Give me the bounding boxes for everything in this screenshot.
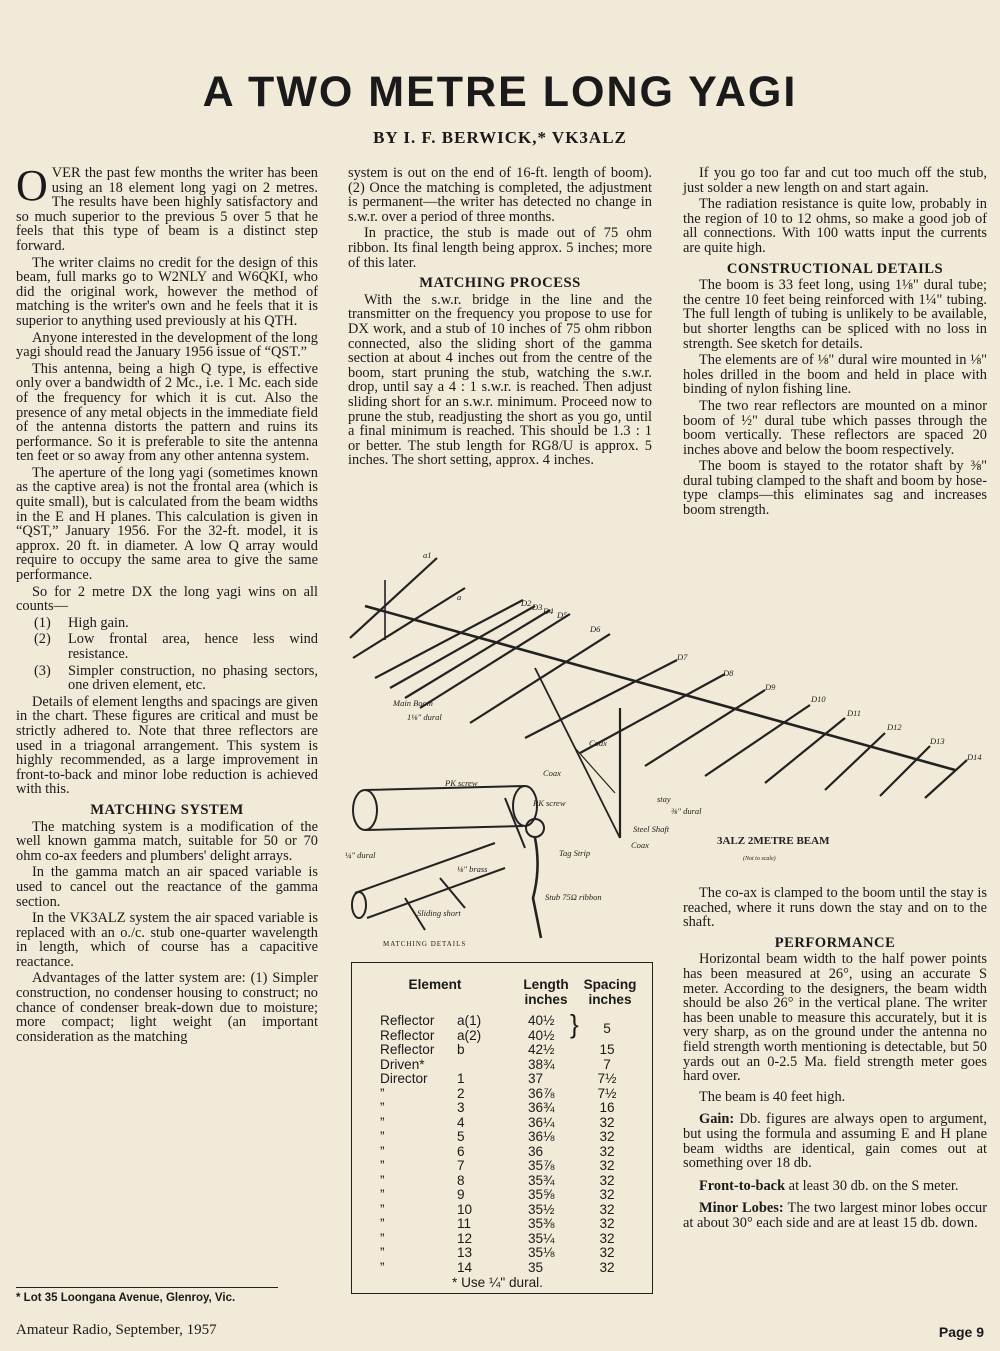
table-cell: 12 (457, 1230, 473, 1246)
element-table (351, 962, 653, 1294)
table-cell: ” (380, 1187, 385, 1202)
article-title: A TWO METRE LONG YAGI (202, 68, 798, 116)
paragraph: Minor Lobes: The two largest minor lobes occur at about 30° each side and are at least 15 db. down. (683, 1200, 987, 1231)
table-row (352, 1245, 652, 1260)
drop-cap: O (16, 161, 48, 210)
table-cell: a(2) (457, 1027, 482, 1043)
paragraph: The elements are of ⅛" dural wire mounted in ⅛" holes drilled in the boom and held in place with binding of nylon fishing line. (683, 352, 987, 398)
list-item: (3) Simpler construction, no phasing sectors, one driven element, etc. (34, 662, 318, 694)
table-cell: 14 (457, 1259, 473, 1275)
paragraph: If you go too far and cut too much off the stub, just solder a new length on and start again. (683, 165, 987, 196)
label-d3: D3 (532, 602, 543, 612)
table-cell: 32 (599, 1230, 615, 1246)
paragraph: With the s.w.r. bridge in the line and the transmitter on the frequency you propose to use for DX work, and a stub of 10 inches of 75 ohm ribbon connected, also the sliding short of the gamma section at about 4 inches out from the centre of the boom, start pruning the stub, watching the s.w.r. drop, until say a 4 : 1 s.w.r. is reached. Then adjust sliding short for an s.w.r. minimum. Proceed now to prune the stub, readjusting the short as you go, until a final minimum is reached. This should be 1.3 : 1 or better. The stub length for RG8/U is approx. 5 inches. The short setting, approx. 4 inches. (348, 291, 652, 469)
paragraph: The radiation resistance is quite low, probably in the region of 10 to 12 ohms, so make a good job of all connections. With 100 watts input the currents are quite high. (683, 196, 987, 256)
table-note: * Use ¼" dural. (452, 1275, 543, 1290)
label-d6: D6 (590, 624, 601, 634)
paragraph: Details of element lengths and spacings are given in the chart. These figures are critical and must be strictly adhered to. Note that three reflectors are used in a triagonal arrangement. This system is highly recommended, as a large improvement in front-to-back and minor lobe reduction is achieved with this. (16, 693, 318, 798)
table-cell: ” (380, 1201, 385, 1217)
label-coax: Coax (543, 768, 561, 778)
table-cell: 32 (599, 1172, 615, 1188)
table-cell: b (457, 1042, 465, 1057)
table-row (352, 1042, 652, 1057)
table-cell: ” (380, 1158, 385, 1173)
section-heading: CONSTRUCTIONAL DETAILS (726, 260, 944, 277)
table-cell: 3 (457, 1100, 465, 1115)
label-d11: D11 (847, 708, 862, 718)
paragraph: In the gamma match an air spaced variable is used to cancel out the reactance of the gamma section. (16, 864, 318, 910)
paragraph: The co-ax is clamped to the boom until the stay is reached, where it runs down the stay and on to the shaft. (683, 885, 987, 931)
table-row (352, 1260, 652, 1275)
label-d9: D9 (765, 682, 776, 692)
table-row (352, 1115, 652, 1130)
table-cell: 36 (528, 1143, 544, 1159)
label-d8: D8 (723, 668, 734, 678)
table-cell: ” (380, 1172, 385, 1188)
table-cell: Reflector (380, 1027, 435, 1043)
table-cell: ” (380, 1143, 385, 1159)
label-d4: D4 (543, 606, 554, 616)
page-number: Page 9 (938, 1324, 984, 1340)
table-cell: 4 (457, 1114, 465, 1130)
table-cell: 40½ (528, 1013, 555, 1028)
label-beam-title: 3ALZ 2METRE BEAM (717, 835, 830, 847)
table-cell: 35⅜ (528, 1216, 555, 1231)
table-cell: 35⅞ (528, 1158, 555, 1173)
table-cell: 32 (599, 1158, 615, 1173)
paragraph: The matching system is a modification of the well known gamma match, suitable for 50 or 70 ohm co-ax feeders and plumbers' delight arrays. (16, 818, 318, 864)
table-cell: 8 (457, 1172, 465, 1188)
byline: BY I. F. BERWICK,* VK3ALZ (373, 128, 627, 147)
table-cell: 32 (599, 1187, 615, 1202)
paragraph: The boom is 33 feet long, using 1⅛" dural tube; the centre 10 feet being reinforced with 1¼" tubing. The full length of tubing is unlikely to be available, but shorter lengths can be spliced with no loss in strength. See sketch for details. (683, 277, 987, 352)
table-row (352, 1216, 652, 1231)
paragraph: Front-to-back at least 30 db. on the S meter. (699, 1177, 959, 1194)
table-cell: 37 (528, 1071, 544, 1086)
table-row (352, 1202, 652, 1217)
table-cell: 32 (599, 1259, 615, 1275)
table-cell: 7½ (597, 1071, 617, 1086)
list-item: (1) High gain. (34, 614, 129, 631)
diagram-labels (345, 550, 982, 948)
paragraph: Horizontal beam width to the half power points has been measured at 26°, using an accurate S meter. According to the designers, the beam width should be also 26° in the vertical plane. The writer has been unable to measure this accurately, but it is very sharp, as on the ground under the antenna no field strength worth mentioning is detectable, but 50 yards out an 0-2.5 Ma. field strength meter goes hard over. (683, 951, 987, 1085)
table-cell: 11 (457, 1216, 472, 1231)
label-not-to-scale: (Not to scale) (743, 856, 776, 862)
table-cell: 32 (599, 1216, 615, 1231)
table-cell: 32 (599, 1143, 615, 1159)
label-eighth-brass: ⅛" brass (457, 864, 488, 874)
table-cell: Director (380, 1071, 428, 1086)
table-row (352, 1144, 652, 1159)
table-row (352, 1057, 652, 1072)
label-stay-size: ⅜" dural (671, 806, 702, 816)
label-quarter-dural: ¼" dural (345, 850, 376, 860)
table-cell: ” (380, 1085, 385, 1101)
paragraph: Gain: Db. figures are always open to argument, but using the formula and assuming E and H plane beam widths are identical, gain comes out at something over 18 db. (683, 1111, 987, 1172)
table-cell: 35⅛ (528, 1245, 555, 1260)
table-cell: 32 (599, 1201, 615, 1217)
table-cell: 13 (457, 1245, 473, 1260)
table-cell: ” (380, 1230, 385, 1246)
table-row (352, 1187, 652, 1202)
label-a1: a1 (423, 550, 432, 560)
label-tag-strip: Tag Strip (559, 848, 591, 858)
table-cell: 10 (457, 1201, 473, 1217)
label-coax3: Coax (631, 840, 649, 850)
table-cell: 15 (599, 1042, 615, 1057)
label-d14: D14 (967, 752, 982, 762)
label-coax2: Coax (589, 738, 607, 748)
table-cell: 2 (457, 1085, 465, 1101)
column-header: Spacing inches (583, 977, 637, 1007)
paragraph: This antenna, being a high Q type, is effective only over a bandwidth of 2 Mc., i.e. 1 Mc. each side of the frequency for which it is cut. Also the presence of any metal objects in the immediate field of the antenna distorts the pattern and ruins its performance. So it is preferable to site the antenna ten feet or so away from any other antenna system. (16, 360, 318, 465)
label-stub: Stub 75Ω ribbon (545, 892, 602, 902)
column-2 (348, 166, 652, 470)
label-main-boom-size: 1⅛" dural (407, 712, 442, 722)
table-cell: 36¾ (528, 1100, 555, 1115)
table-cell: 36⅛ (528, 1129, 555, 1144)
table-cell: 35¾ (528, 1172, 555, 1188)
paragraph: Anyone interested in the development of the long yagi should read the January 1956 issue of “QST.” (16, 329, 318, 361)
table-row (352, 1086, 652, 1101)
table-cell: 32 (599, 1129, 615, 1144)
label-d2: D2 (521, 598, 532, 608)
label-d5: D5 (557, 610, 568, 620)
label-d13: D13 (930, 736, 945, 746)
label-pk-screw2: PK screw (533, 798, 566, 808)
table-row (352, 1231, 652, 1246)
table-cell: Reflector (380, 1042, 435, 1057)
publication-footer: Amateur Radio, September, 1957 (16, 1322, 217, 1338)
table-cell: ” (380, 1129, 385, 1144)
column-3 (683, 166, 987, 520)
table-cell: 7 (457, 1158, 465, 1173)
table-cell: 5 (603, 1020, 611, 1036)
table-cell: 7½ (597, 1085, 617, 1101)
label-a: a (457, 592, 462, 602)
paragraph: The writer claims no credit for the design of this beam, full marks go to W2NLY and W6QKI, who did the original work, however the method of matching is the writer's own and he feels that it is superior to anything used previously at his QTH. (16, 254, 318, 329)
table-cell: ” (380, 1114, 385, 1130)
label-main-boom: Main Boom (393, 698, 433, 708)
label-matching-details: MATCHING DETAILS (383, 940, 467, 948)
table-row (352, 1158, 652, 1173)
paragraph: OVER the past few months the writer has been using an 18 element long yagi on 2 metres. The results have been highly satisfactory and so much superior to the previous 5 over 5 that he feels that this type of beam is a distinct step forward. (16, 161, 318, 254)
section-heading: MATCHING SYSTEM (90, 801, 244, 818)
table-cell: 6 (457, 1143, 465, 1159)
paragraph: The beam is 40 feet high. (699, 1088, 846, 1105)
table-cell: 35⅝ (528, 1187, 555, 1202)
section-heading: MATCHING PROCESS (419, 275, 581, 292)
table-cell: Reflector (380, 1013, 435, 1028)
label-stay: stay (657, 794, 671, 804)
paragraph: In practice, the stub is made out of 75 ohm ribbon. Its final length being approx. 5 inches; more of this later. (348, 225, 652, 271)
table-row (352, 1071, 652, 1086)
column-1 (16, 161, 318, 1046)
table-cell: 32 (599, 1245, 615, 1260)
table-cell: 35½ (528, 1201, 555, 1217)
table-cell: ” (380, 1216, 385, 1231)
table-cell: 36¼ (528, 1114, 555, 1130)
label-steel-shaft: Steel Shaft (633, 824, 670, 834)
table-cell: 16 (599, 1100, 615, 1115)
table-cell: 1 (457, 1071, 465, 1086)
table-row (352, 1129, 652, 1144)
table-row (352, 1173, 652, 1188)
table-row (352, 1100, 652, 1115)
table-cell: 7 (603, 1056, 611, 1072)
table-cell: ” (380, 1259, 385, 1275)
table-cell: Driven* (380, 1056, 425, 1072)
table-cell: 35¼ (528, 1230, 555, 1246)
table-cell: 40½ (528, 1027, 555, 1043)
table-cell: 42½ (528, 1042, 555, 1057)
label-d7: D7 (677, 652, 688, 662)
paragraph: The two rear reflectors are mounted on a minor boom of ½" dural tube which passes through the boom vertically. These reflectors are spaced 20 inches above and below the boom respectively. (683, 397, 987, 458)
paragraph: Advantages of the latter system are: (1) Simpler construction, no condenser housing to construct; no chance of condenser break-down due to moisture; more compact; light weight (an important consideration as the matching (16, 970, 318, 1045)
paragraph: So for 2 metre DX the long yagi wins on all counts— (16, 583, 318, 615)
label-d10: D10 (811, 694, 826, 704)
table-cell: 9 (457, 1187, 465, 1202)
paragraph: The boom is stayed to the rotator shaft by ⅜" dural tubing clamped to the shaft and boom by hose-type clamps—this eliminates sag and increases boom strength. (683, 458, 987, 519)
footnote: * Lot 35 Loongana Avenue, Glenroy, Vic. (16, 1292, 236, 1304)
table-cell: 32 (599, 1114, 615, 1130)
paragraph: The aperture of the long yagi (sometimes known as the captive area) is not the frontal area (which is quite small), but is calculated from the beam widths in the E and H planes. This calculation is given in “QST,” January 1956. For the 32-ft. model, it is approx. 20 ft. in diameter. A low Q array would require to occupy the same area to give the same performance. (16, 464, 318, 584)
advantages-list (16, 616, 318, 693)
table-cell: 5 (457, 1129, 465, 1144)
table-cell: ” (380, 1245, 385, 1260)
section-heading: PERFORMANCE (774, 934, 896, 951)
table-cell: ” (380, 1100, 385, 1115)
table-cell: 36⅞ (528, 1085, 555, 1101)
table-cell: 35 (528, 1259, 544, 1275)
table-cell: 38¾ (528, 1056, 555, 1072)
label-sliding-short: Sliding short (417, 908, 461, 918)
paragraph: system is out on the end of 16-ft. length of boom). (2) Once the matching is completed, the adjustment is permanent—the writer has detected no change in s.w.r. over a period of three months. (348, 165, 652, 225)
label-pk-screw: PK screw (445, 778, 478, 788)
paragraph: In the VK3ALZ system the air spaced variable is replaced with an o./c. stub one-quarter wavelength in length, which of course has a capacitive reactance. (16, 910, 318, 970)
antenna-diagram (345, 548, 990, 958)
divider (16, 1287, 278, 1288)
column-header: Length inches (523, 977, 569, 1007)
table-cell: a(1) (457, 1013, 482, 1028)
bracket: } (570, 1009, 579, 1039)
list-item: (2) Low frontal area, hence less wind resistance. (34, 631, 318, 662)
label-d12: D12 (887, 722, 902, 732)
column-header: Element (408, 977, 462, 992)
